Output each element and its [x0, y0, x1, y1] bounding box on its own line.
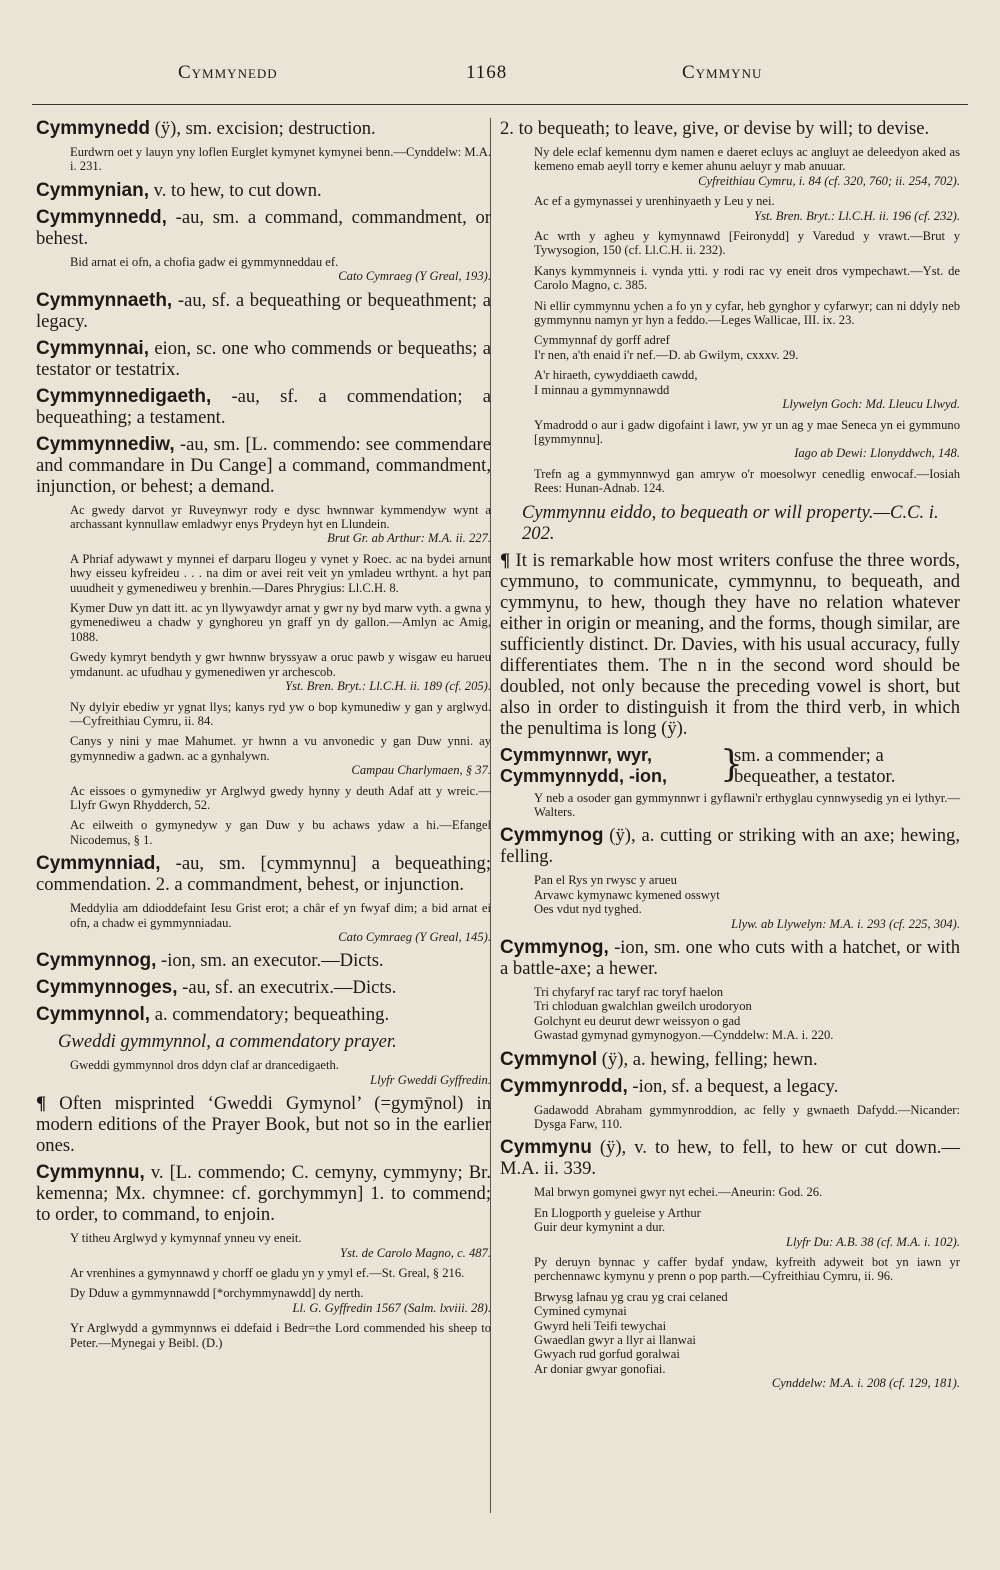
citation — [70, 1286, 491, 1315]
citation-text: Y titheu Arglwyd y kymynnaf ynneu vy eneit. — [70, 1231, 302, 1246]
verse-line: Cymined cymynai — [534, 1304, 627, 1319]
citation-source: Llyfr Du: A.B. 38 (cf. M.A. i. 102). — [786, 1234, 960, 1249]
verse-line: Golchynt eu deurut dewr weissyon o gad — [534, 1013, 741, 1028]
headword: Cymmynnediw, — [36, 433, 175, 455]
citation-source: Cynddelw: M.A. i. 208 (cf. 129, 181). — [771, 1376, 960, 1391]
citation-text: Ac ef a gymynassei y urenhinyaeth y Leu y nei. — [534, 194, 775, 209]
entry — [36, 180, 491, 201]
entry — [500, 1076, 960, 1097]
citation — [70, 901, 491, 944]
citation-source: Cyfreithiau Cymru, i. 84 (cf. 320, 760; ii. 254, 702). — [698, 173, 960, 188]
citation — [534, 418, 960, 461]
verse-line: Brwysg lafnau yg crau yg crai celaned — [534, 1289, 728, 1304]
verse-citation — [534, 873, 960, 931]
entry — [36, 434, 491, 497]
entry — [36, 950, 491, 971]
citation: Kymer Duw yn datt itt. ac yn llywyawdyr arnat y gwr ny byd marw vyth. a gwna y gymenediweu a chadw y gynghoreu yn graff yn dy gallon.—Amlyn ac Amig, 1088. — [70, 601, 491, 644]
citation-text: Ny dele eclaf kemennu dym namen e daeret ecluys ac angluyt ae deleedyon aked as kemeno emab aeyll torry e kemer ahunu aeluyr y mab anuuar. — [534, 145, 960, 174]
citation-source: Ll. G. Gyffredin 1567 (Salm. lxviii. 28). — [292, 1300, 491, 1315]
citation-source: Llyw. ab Llywelyn: M.A. i. 293 (cf. 225, 304). — [731, 916, 960, 931]
verse-line: Cymmynnaf dy gorff adref — [534, 333, 670, 348]
verse-line: Tri chyfaryf rac taryf rac toryf haelon — [534, 984, 724, 999]
verse-line: I minnau a gymmynnawdd — [534, 382, 670, 397]
definition: (ÿ), v. to hew, to fell, to hew or cut down.—M.A. ii. 339. — [500, 1137, 960, 1180]
verse-line: Gwyach rud gorfud goralwai — [534, 1347, 680, 1362]
citation: Yr Arglwydd a gymmynnws ei ddefaid i Bedr=the Lord commended his sheep to Peter.—Mynegai y Beibl. (D.) — [70, 1321, 491, 1350]
verse-line: Ar doniar gwyar gonofiai. — [534, 1361, 666, 1376]
verse-line: Arvawc kymynawc kymened osswyt — [534, 887, 720, 902]
verse-citation — [534, 1290, 960, 1391]
header-left-guideword: Cymmynedd — [178, 62, 278, 83]
entry — [36, 290, 491, 332]
citation: Ac wrth y agheu y kymynnawd [Feironydd] y Varedud y vrawt.—Brut y Tywysogion, 150 (cf. Ll.C.H. ii. 232). — [534, 229, 960, 258]
citation-text: Ymadrodd o aur i gadw digofaint i lawr, yw yr un ag y mae Seneca yn ei gymmuno [gymmynnu]. — [534, 417, 960, 446]
citation: Kanys kymmynneis i. vynda ytti. y rodi rac vy eneit dros vympechawt.—Yst. de Carolo Magno, c. 385. — [534, 263, 960, 293]
headword: Cymmynniad, — [36, 853, 161, 875]
entry — [36, 207, 491, 249]
citation-text: Dy Dduw a gymmynnawdd [*orchymmynawdd] dy nerth. — [70, 1286, 364, 1301]
citation-text: Bid arnat ei ofn, a chofia gadw ei gymmynneddau ef. — [70, 254, 339, 269]
headword: Cymmynol — [500, 1048, 598, 1070]
citation-source: Llyfr Gweddi Gyffredin. — [370, 1072, 491, 1087]
verse-line: Pan el Rys yn rwysc y arueu — [534, 873, 677, 888]
citation-source: Llywelyn Goch: Md. Lleucu Llwyd. — [782, 397, 960, 412]
citation: Ac eissoes o gymynediw yr Arglwyd gwedy hynny y deuth Adaf att y wreic.—Llyfr Gwyn Rhydderch, 52. — [70, 783, 491, 812]
entry — [500, 1049, 960, 1070]
citation: Ar vrenhines a gymynnawd y chorff oe gladu yn y ymyl ef.—St. Greal, § 216. — [70, 1266, 465, 1280]
citation — [70, 650, 491, 693]
definition: sm. a commender; a bequeather, a testator. — [734, 744, 896, 787]
citation — [70, 503, 491, 546]
citation-text: Meddylia am ddioddefaint Iesu Grist erot; a châr ef yn fwyaf dim; a bid arnat ei ofn, a chadw ei gymmynniadau. — [70, 901, 491, 930]
sub-entry: Gweddi gymmynnol, a commendatory prayer. — [58, 1031, 397, 1053]
verse-citation — [534, 985, 960, 1043]
header-right-guideword: Cymmynu — [682, 62, 763, 83]
citation-text: Gwedy kymryt bendyth y gwr hwnnw bryssyaw a oruc pawb y wisgaw eu harueu ymdanunt. ac ufudhau y gymenediwen yr archescob. — [70, 650, 491, 679]
headword: Cymmynrodd, — [500, 1075, 628, 1097]
entry — [36, 1004, 491, 1025]
entry-continuation: 2. to bequeath; to leave, give, or devise by will; to devise. — [500, 118, 930, 139]
left-column — [36, 118, 491, 1356]
citation — [534, 194, 960, 223]
entry — [36, 118, 491, 139]
definition: eion, sc. one who commends or bequeaths; a testator or testatrix. — [36, 337, 491, 380]
entry — [36, 1162, 491, 1225]
headword: Cymmynnol, — [36, 1004, 151, 1026]
entry — [36, 386, 491, 428]
citation: Gadawodd Abraham gymmynroddion, ac felly y gwnaeth Dafydd.—Nicander: Dysga Farw, 110. — [534, 1102, 960, 1131]
verse-citation — [534, 368, 960, 411]
note-text: It is remarkable how most writers confuse the three words, cymmuno, to communicate, cymmynnu, to bequeath, and cymmynu, to hew, though they have no relation whatever either in origin or meaning, and the forms, though similar, are sufficiently distinct. Dr. Davies, with his usual accuracy, fully differentiates them. The n in the second word should be doubled, not only because the preceding vowel is short, but also in order to distinguish it from the third verb, in which the penultima is long (ÿ). — [500, 549, 960, 739]
headword: Cymmynnydd, -ion, — [500, 765, 668, 786]
definition: (ÿ), sm. excision; destruction. — [154, 118, 376, 139]
definition: -ion, sf. a bequest, a legacy. — [632, 1075, 839, 1097]
headword: Cymmynog, — [500, 936, 609, 958]
citation-source: Brut Gr. ab Arthur: M.A. ii. 227. — [327, 531, 491, 546]
definition: -ion, sm. an executor.—Dicts. — [161, 950, 384, 972]
headword: Cymmynnai, — [36, 337, 149, 359]
headword: Cymmynu — [500, 1137, 592, 1159]
definition: -au, sm. [L. commendo: see commendare and commandare in Du Cange] a command, commandment, injunction, or behest; a demand. — [36, 433, 491, 497]
verse-line: A'r hiraeth, cywyddiaeth cawdd, — [534, 368, 698, 383]
definition: -au, sf. a bequeathing or bequeathment; a legacy. — [36, 289, 491, 332]
citation — [534, 145, 960, 188]
verse-line: I'r nen, a'th enaid i'r nef.—D. ab Gwilym, cxxxv. 29. — [534, 347, 799, 362]
entry — [36, 338, 491, 380]
entry — [36, 853, 491, 895]
citation: Ny dylyir ebediw yr ygnat llys; kanys ryd yw o bop kymunediw y gan y arglwyd.—Cyfreithiau Cymru, ii. 84. — [70, 699, 491, 728]
citation-source: Yst. de Carolo Magno, c. 487. — [339, 1245, 491, 1260]
entry — [500, 825, 960, 867]
entry — [36, 977, 491, 998]
citation — [70, 734, 491, 777]
citation: A Phriaf adywawt y mynnei ef darparu llogeu y vynet y Roec. ac na bydei arnunt hwy eisseu kyfreideu . . . na dim or avei reit veit yn ymladeu wrthynt. a hyt pan uuudheit y gymenediweu y brenhin.—Dares Phrygius: Ll.C.H. 8. — [70, 551, 491, 595]
headword: Cymmynnaeth, — [36, 289, 173, 311]
citation: Trefn ag a gymmynnwyd gan amryw o'r moesolwyr cenedlig enwocaf.—Iosiah Rees: Hunan-Adnab. 124. — [534, 466, 960, 496]
headword: Cymmynnog, — [36, 950, 157, 972]
headword: Cymmynnoges, — [36, 977, 178, 999]
right-column — [500, 118, 960, 1397]
citation: Ni ellir cymmynnu ychen a fo yn y cyfar, heb gynghor y cyfarwyr; can ni ddyly neb gymmynnu namyn yr hyn a feddo.—Leges Wallicae, III. ix. 23. — [534, 298, 960, 328]
page-number: 1168 — [466, 62, 508, 83]
definition: v. to hew, to cut down. — [153, 179, 322, 201]
note-text: Often misprinted ‘Gweddi Gymynol’ (=gymȳnol) in modern editions of the Prayer Book, but not so in the earlier ones. — [36, 1093, 491, 1157]
definition: -ion, sm. one who cuts with a hatchet, or with a battle-axe; a hewer. — [500, 936, 960, 979]
headword: Cymmynnwr, wyr, — [500, 744, 653, 765]
citation-source: Yst. Bren. Bryt.: Ll.C.H. ii. 196 (cf. 232). — [754, 208, 960, 223]
sub-entry: Cymmynnu eiddo, to bequeath or will property.—C.C. i. 202. — [522, 501, 939, 544]
verse-line: Tri chloduan gwalchlan gweilch urodoryon — [534, 999, 752, 1014]
verse-line: Gwyrd heli Teifi tewychai — [534, 1318, 667, 1333]
citation-source: Cato Cymraeg (Y Greal, 145). — [338, 929, 491, 944]
verse-line: Oes vdut nyd tyghed. — [534, 902, 642, 917]
verse-line: En Llogporth y gueleise y Arthur — [534, 1205, 701, 1220]
citation — [70, 1231, 491, 1260]
headword: Cymmynnu, — [36, 1162, 145, 1184]
citation-source: Iago ab Dewi: Llonyddwch, 148. — [794, 446, 960, 461]
brace-icon: } — [720, 743, 743, 785]
headword: Cymmynog — [500, 825, 604, 847]
entry — [500, 1137, 960, 1179]
citation: Mal brwyn gomynei gwyr nyt echei.—Aneurin: God. 26. — [534, 1185, 823, 1200]
usage-note — [500, 550, 960, 739]
citation: Py deruyn bynnac y caffer bydaf yndaw, kyfreith adyweit bot yn iawn yr perchennawc kymynu y prenn o pop parth.—Cyfreithiau Cymru, ii. 96. — [534, 1255, 960, 1284]
verse-line: Gwastad gymynad gymynogyon.—Cynddelw: M.A. i. 220. — [534, 1028, 834, 1043]
definition: -au, sm. a command, commandment, or behest. — [36, 206, 491, 249]
pilcrow-icon: ¶ — [500, 549, 516, 571]
definition: -au, sm. [cymmynnu] a bequeathing; commendation. 2. a commandment, behest, or injunction. — [36, 853, 492, 896]
pilcrow-icon: ¶ — [36, 1093, 60, 1115]
citation-text: Ac gwedy darvot yr Ruveynwyr rody e dysc hwnnwar kymmendyw wynt a archassant kynnullaw emladwyr enys Prydeyn hyt en Llundein. — [70, 502, 491, 532]
headword: Cymmynnedd, — [36, 206, 167, 228]
running-head — [30, 62, 970, 92]
verse-line: Guir deur kymynint a dur. — [534, 1220, 666, 1235]
citation: Y neb a osoder gan gymmynnwr i gyflawni'r erthyglau cynnwysedig yn ei lythyr.—Walters. — [534, 790, 960, 819]
paired-headwords — [500, 745, 720, 787]
verse-citation — [534, 1206, 960, 1249]
citation — [70, 1058, 491, 1087]
verse-citation — [534, 333, 960, 362]
citation-source: Yst. Bren. Bryt.: Ll.C.H. ii. 189 (cf. 205). — [285, 679, 491, 694]
definition: (ÿ), a. hewing, felling; hewn. — [601, 1048, 818, 1070]
definition: (ÿ), a. cutting or striking with an axe; hewing, felling. — [500, 825, 960, 868]
citation-source: Cato Cymraeg (Y Greal, 193). — [338, 269, 491, 284]
citation: Ac eilweith o gymynedyw y gan Duw y bu achaws ydaw a hi.—Efangel Nicodemus, § 1. — [70, 818, 491, 847]
verse-line: Gwaedlan gwyr a llyr ai llanwai — [534, 1333, 696, 1348]
entry — [500, 937, 960, 979]
citation-text: Canys y nini y mae Mahumet. yr hwnn a vu anvonedic y gan Duw ynni. ay gymynnediw a gadwn. ac a gynhalywn. — [70, 734, 491, 763]
citation — [70, 255, 491, 284]
definition: -au, sf. a commendation; a bequeathing; a testament. — [36, 385, 491, 428]
definition: v. [L. commendo; C. cemyny, cymmyny; Br. kemenna; Mx. chymnee: cf. gorchymmyn] 1. to commend; to order, to command, to enjoin. — [36, 1162, 491, 1226]
headword: Cymmynian, — [36, 179, 149, 201]
citation-source: Campau Charlymaen, § 37. — [351, 763, 491, 778]
citation: Eurdwrn oet y lauyn yny loflen Eurglet kymynet kymynei benn.—Cynddelw: M.A. i. 231. — [70, 145, 491, 174]
header-rule — [32, 104, 968, 105]
paired-entry — [500, 745, 960, 787]
definition: a. commendatory; bequeathing. — [154, 1004, 390, 1026]
headword: Cymmynnedigaeth, — [36, 385, 212, 407]
usage-note — [36, 1093, 491, 1156]
headword: Cymmynedd — [36, 118, 151, 139]
citation-text: Gweddi gymmynnol dros ddyn claf ar drancedigaeth. — [70, 1058, 339, 1073]
definition: -au, sf. an executrix.—Dicts. — [182, 977, 397, 999]
